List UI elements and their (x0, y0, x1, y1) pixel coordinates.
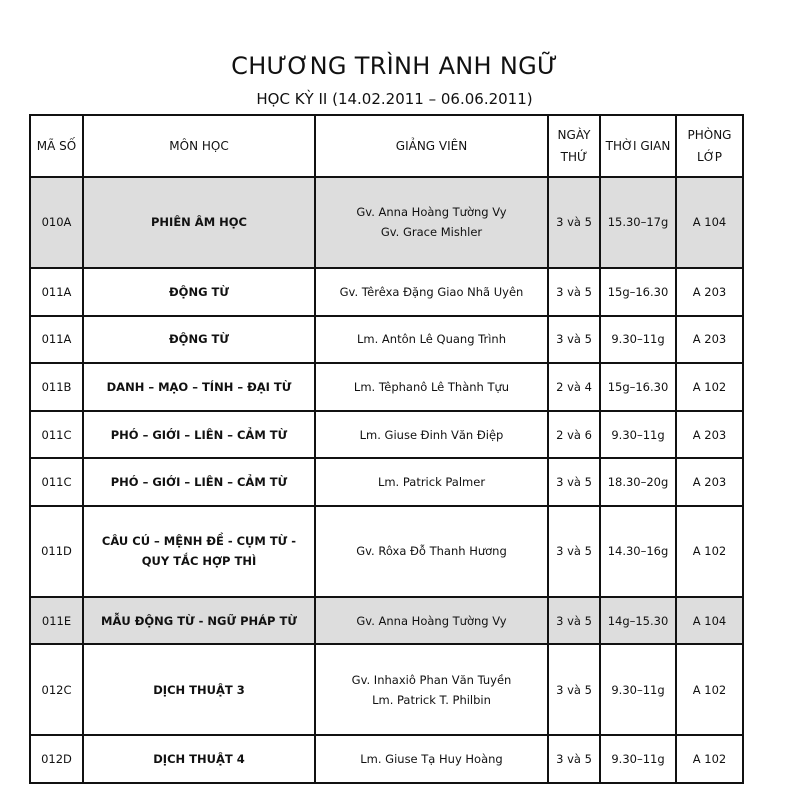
time-text: 9.30–11g (611, 332, 665, 347)
cell-subject (83, 411, 315, 459)
cell-subject (83, 316, 315, 364)
time-text: 9.30–11g (611, 752, 665, 767)
cell-room (676, 597, 743, 645)
cell-day (548, 506, 600, 597)
cell-room (676, 363, 743, 411)
cell-code (30, 644, 83, 735)
cell-day (548, 735, 600, 783)
code-text: 010A (41, 215, 72, 230)
header-day (548, 115, 600, 177)
header-time: THỜI GIAN (600, 115, 676, 177)
cell-code (30, 458, 83, 506)
code-text: 011E (41, 613, 72, 628)
teacher-line: Gv. Anna Hoàng Tường Vy (356, 205, 507, 220)
table-row (30, 316, 743, 364)
cell-day (548, 644, 600, 735)
cell-code (30, 177, 83, 268)
subject-line: QUY TẮC HỢP THÌ (141, 554, 257, 569)
cell-day (548, 597, 600, 645)
header-code: MÃ SỐ (30, 115, 83, 177)
cell-time (600, 644, 676, 735)
day-text: 2 và 4 (556, 379, 592, 394)
cell-day (548, 268, 600, 316)
time-text: 14g–15.30 (607, 613, 669, 628)
cell-teacher (315, 268, 548, 316)
room-text: A 102 (692, 544, 727, 559)
cell-subject (83, 268, 315, 316)
cell-time (600, 735, 676, 783)
page-subtitle: HỌC KỲ II (14.02.2011 – 06.06.2011) (256, 90, 533, 108)
code-text: 011D (41, 544, 72, 559)
cell-room (676, 458, 743, 506)
teacher-line: Lm. Patrick T. Philbin (372, 692, 491, 707)
cell-room (676, 268, 743, 316)
day-text: 3 và 5 (556, 544, 592, 559)
teacher-line: Gv. Grace Mishler (380, 225, 483, 240)
subject-line: PHIÊN ÂM HỌC (150, 215, 247, 230)
teacher-line: Gv. Inhaxiô Phan Văn Tuyền (351, 672, 512, 687)
subject-line: DỊCH THUẬT 4 (153, 752, 245, 767)
cell-subject (83, 458, 315, 506)
subject-line: PHÓ – GIỚI – LIÊN – CẢM TỪ (110, 475, 288, 490)
schedule-table (29, 114, 744, 784)
cell-code (30, 411, 83, 459)
subject-line: PHÓ – GIỚI – LIÊN – CẢM TỪ (110, 427, 288, 442)
room-text: A 102 (692, 379, 727, 394)
teacher-line: Gv. Rôxa Đỗ Thanh Hương (356, 544, 507, 559)
cell-day (548, 316, 600, 364)
cell-teacher (315, 411, 548, 459)
day-text: 2 và 6 (556, 427, 592, 442)
header-day-line1: NGÀY (557, 128, 591, 142)
table-row (30, 735, 743, 783)
cell-room (676, 411, 743, 459)
page-title: CHƯƠNG TRÌNH ANH NGỮ (231, 52, 558, 80)
cell-teacher (315, 644, 548, 735)
room-text: A 203 (692, 475, 727, 490)
cell-day (548, 458, 600, 506)
teacher-line: Lm. Giuse Đinh Văn Điệp (359, 427, 504, 442)
cell-room (676, 506, 743, 597)
code-text: 011A (41, 284, 72, 299)
teacher-line: Gv. Anna Hoàng Tường Vy (356, 613, 507, 628)
subject-line: ĐỘNG TỪ (169, 284, 229, 299)
day-text: 3 và 5 (556, 475, 592, 490)
subject-line: CÂU CÚ – MỆNH ĐỀ - CỤM TỪ - (101, 534, 297, 549)
cell-subject (83, 177, 315, 268)
room-text: A 203 (692, 332, 727, 347)
time-text: 18.30–20g (607, 475, 669, 490)
code-text: 012C (41, 682, 72, 697)
subject-line: MẪU ĐỘNG TỪ - NGỮ PHÁP TỪ (101, 613, 297, 628)
cell-code (30, 506, 83, 597)
cell-time (600, 316, 676, 364)
cell-teacher (315, 458, 548, 506)
cell-teacher (315, 597, 548, 645)
time-text: 15g–16.30 (607, 284, 669, 299)
teacher-line: Gv. Têrêxa Đặng Giao Nhã Uyên (339, 284, 524, 299)
cell-room (676, 735, 743, 783)
day-text: 3 và 5 (556, 613, 592, 628)
cell-time (600, 363, 676, 411)
day-text: 3 và 5 (556, 332, 592, 347)
time-text: 14.30–16g (607, 544, 669, 559)
table-row (30, 268, 743, 316)
subject-line: DANH – MẠO – TÍNH – ĐẠI TỪ (106, 379, 292, 394)
code-text: 011C (41, 427, 72, 442)
header-room-line1: PHÒNG (687, 128, 732, 142)
cell-code (30, 597, 83, 645)
header-room-line2: LỚP (697, 150, 722, 164)
room-text: A 104 (692, 613, 727, 628)
cell-room (676, 644, 743, 735)
cell-code (30, 268, 83, 316)
teacher-line: Lm. Giuse Tạ Huy Hoàng (360, 752, 503, 767)
room-text: A 203 (692, 284, 727, 299)
room-text: A 102 (692, 682, 727, 697)
cell-teacher (315, 177, 548, 268)
cell-time (600, 411, 676, 459)
code-text: 011A (41, 332, 72, 347)
table-row (30, 363, 743, 411)
day-text: 3 và 5 (556, 284, 592, 299)
cell-room (676, 177, 743, 268)
cell-code (30, 363, 83, 411)
header-room (676, 115, 743, 177)
table-row (30, 458, 743, 506)
day-text: 3 và 5 (556, 752, 592, 767)
time-text: 9.30–11g (611, 427, 665, 442)
cell-code (30, 735, 83, 783)
cell-room (676, 316, 743, 364)
time-text: 9.30–11g (611, 682, 665, 697)
cell-subject (83, 597, 315, 645)
table-row (30, 506, 743, 597)
cell-day (548, 411, 600, 459)
code-text: 012D (41, 752, 72, 767)
teacher-line: Lm. Têphanô Lê Thành Tựu (353, 379, 510, 394)
cell-time (600, 458, 676, 506)
room-text: A 102 (692, 752, 727, 767)
cell-day (548, 177, 600, 268)
cell-teacher (315, 506, 548, 597)
header-teacher: GIẢNG VIÊN (315, 115, 548, 177)
table-row (30, 411, 743, 459)
header-subject: MÔN HỌC (83, 115, 315, 177)
cell-subject (83, 506, 315, 597)
room-text: A 203 (692, 427, 727, 442)
room-text: A 104 (692, 215, 727, 230)
cell-time (600, 177, 676, 268)
cell-teacher (315, 363, 548, 411)
table-row (30, 177, 743, 268)
code-text: 011C (41, 475, 72, 490)
cell-subject (83, 735, 315, 783)
subject-line: DỊCH THUẬT 3 (153, 682, 245, 697)
time-text: 15.30–17g (607, 215, 669, 230)
day-text: 3 và 5 (556, 682, 592, 697)
time-text: 15g–16.30 (607, 379, 669, 394)
cell-subject (83, 644, 315, 735)
cell-teacher (315, 735, 548, 783)
cell-subject (83, 363, 315, 411)
table-row (30, 644, 743, 735)
day-text: 3 và 5 (556, 215, 592, 230)
cell-time (600, 597, 676, 645)
teacher-line: Lm. Patrick Palmer (377, 475, 486, 490)
code-text: 011B (41, 379, 72, 394)
cell-code (30, 316, 83, 364)
cell-teacher (315, 316, 548, 364)
teacher-line: Lm. Antôn Lê Quang Trình (357, 332, 506, 347)
header-day-line2: THỨ (560, 150, 588, 164)
cell-time (600, 268, 676, 316)
cell-time (600, 506, 676, 597)
table-row (30, 597, 743, 645)
table-header-row (30, 115, 743, 177)
subject-line: ĐỘNG TỪ (169, 332, 229, 347)
cell-day (548, 363, 600, 411)
